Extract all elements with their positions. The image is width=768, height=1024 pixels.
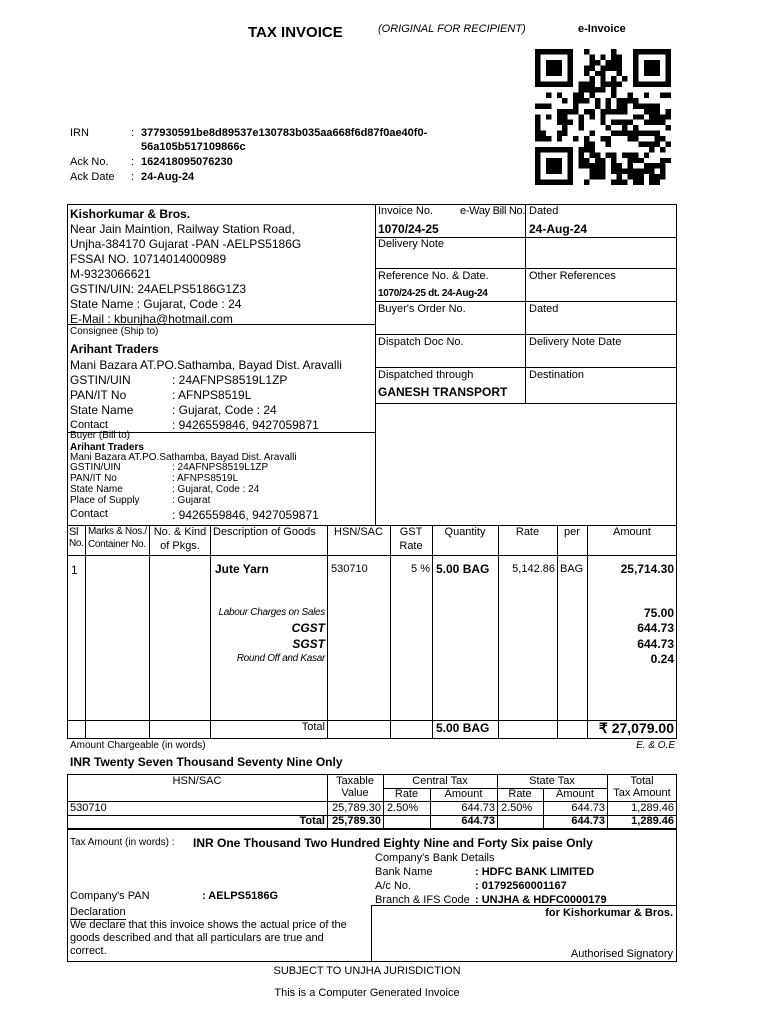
reference-value: 1070/24-25 dt. 24-Aug-24 xyxy=(378,288,488,299)
sgst-label: SGST xyxy=(292,637,325,651)
buyer-heading: Buyer (Bill to) xyxy=(70,430,131,441)
company-pan-label: Company's PAN xyxy=(70,890,150,902)
col-pkgs: No. & Kind of Pkgs. xyxy=(153,526,207,552)
item-gst: 5 % xyxy=(411,563,430,575)
dispatched-through-label: Dispatched through xyxy=(378,369,474,381)
col-sl: Sl No. xyxy=(69,526,84,549)
dated-label: Dated xyxy=(529,205,559,217)
buyer-name: Arihant Traders xyxy=(70,442,144,453)
delivery-note-date-label: Delivery Note Date xyxy=(529,336,622,348)
buyer-address: Mani Bazara AT.PO.Sathamba, Bayad Dist. Aravalli xyxy=(70,452,297,463)
buyer-details: GSTIN/UIN : 24AFNPS8519L1ZP PAN/IT No : AFNPS8519L State Name : Gujarat, Code : 24 Place of Supply : Gujarat xyxy=(70,462,269,506)
ack-date-value: 24-Aug-24 xyxy=(141,171,195,183)
computer-generated-text: This is a Computer Generated Invoice xyxy=(274,987,460,999)
col-description: Description of Goods xyxy=(213,526,316,538)
irn-label: IRN xyxy=(70,127,89,139)
consignee-address: Mani Bazara AT.PO.Sathamba, Bayad Dist. Aravalli xyxy=(70,358,342,372)
delivery-note-label: Delivery Note xyxy=(378,238,445,250)
eway-bill-label: e-Way Bill No. xyxy=(460,205,526,217)
ts-c-amount-label: Amount xyxy=(444,788,483,800)
item-per: BAG xyxy=(560,563,584,575)
ts-row-taxable: 25,789.30 xyxy=(332,802,381,814)
document-title: TAX INVOICE xyxy=(248,24,343,41)
col-rate: Rate xyxy=(515,526,540,538)
dated-value: 24-Aug-24 xyxy=(529,222,588,236)
buyer-contact: : 9426559846, 9427059871 xyxy=(172,508,319,522)
ts-central-tax-label: Central Tax xyxy=(412,775,468,787)
buyer-contact-label: Contact xyxy=(70,508,108,520)
ack-no-label: Ack No. xyxy=(70,156,109,168)
labour-charges-label: Labour Charges on Sales xyxy=(218,607,325,618)
amount-words-value: INR Twenty Seven Thousand Seventy Nine Only xyxy=(70,755,343,769)
sgst-amount: 644.73 xyxy=(637,637,674,651)
total-quantity: 5.00 BAG xyxy=(436,721,490,735)
col-quantity: Quantity xyxy=(444,526,486,538)
ts-total-c-amt: 644.73 xyxy=(461,815,495,827)
ts-row-hsn: 530710 xyxy=(70,802,107,814)
ack-no-value: 162418095076230 xyxy=(141,156,233,168)
item-sl: 1 xyxy=(71,563,78,577)
consignee-details: GSTIN/UIN : 24AFNPS8519L1ZP PAN/IT No : AFNPS8519L State Name : Gujarat, Code : 24 Contact : 9426559846, 9427059871 xyxy=(70,373,319,432)
item-description: Jute Yarn xyxy=(215,562,269,576)
ts-row-total: 1,289.46 xyxy=(631,802,674,814)
dated2-label: Dated xyxy=(529,303,559,315)
eoe-label: E. & O.E xyxy=(636,740,675,751)
ts-row-c-amt: 644.73 xyxy=(461,802,495,814)
ts-total-taxable: 25,789.30 xyxy=(332,815,381,827)
declaration-text: We declare that this invoice shows the actual price of the goods described and that all particulars are true and correct. xyxy=(70,919,347,957)
ts-row-c-rate: 2.50% xyxy=(387,802,419,814)
declaration-heading: Declaration xyxy=(70,906,126,918)
total-label: Total xyxy=(301,721,325,733)
reference-label: Reference No. & Date. xyxy=(378,270,489,282)
ts-s-amount-label: Amount xyxy=(556,788,594,800)
item-rate: 5,142.86 xyxy=(512,563,555,575)
irn-value-line1: 377930591be8d89537e130783b035aa668f6d87f0ae40f0- xyxy=(141,127,428,139)
ts-total-s-amt: 644.73 xyxy=(571,815,605,827)
dispatch-doc-label: Dispatch Doc No. xyxy=(378,336,464,348)
ts-row-s-rate: 2.50% xyxy=(501,802,533,814)
ts-state-tax-label: State Tax xyxy=(529,775,575,787)
einvoice-label: e-Invoice xyxy=(578,23,626,35)
col-gst: GST Rate xyxy=(399,526,423,552)
tax-words-label: Tax Amount (in words) : xyxy=(70,837,175,848)
item-quantity: 5.00 BAG xyxy=(436,562,490,576)
authorised-signatory-label: Authorised Signatory xyxy=(570,948,673,960)
copy-label: (ORIGINAL FOR RECIPIENT) xyxy=(378,23,526,35)
buyers-order-label: Buyer's Order No. xyxy=(378,303,466,315)
destination-label: Destination xyxy=(529,369,585,381)
seller-name: Kishorkumar & Bros. xyxy=(70,207,191,221)
ts-taxable-label: Taxable Value xyxy=(336,775,374,799)
for-company-label: for Kishorkumar & Bros. xyxy=(545,907,673,919)
round-off-label: Round Off and Kasar xyxy=(236,653,325,664)
round-off-amount: 0.24 xyxy=(650,652,674,666)
amount-words-label: Amount Chargeable (in words) xyxy=(70,740,206,751)
consignee-name: Arihant Traders xyxy=(70,342,159,356)
invoice-no-label: Invoice No. xyxy=(378,205,434,217)
total-amount: ₹ 27,079.00 xyxy=(598,720,674,736)
invoice-no-value: 1070/24-25 xyxy=(378,222,439,236)
seller-address: Near Jain Maintion, Railway Station Road, Unjha-384170 Gujarat -PAN -AELPS5186G FSSAI NO. 10714014000989 M-9323066621 GSTIN/UIN: 24AELPS5186G1Z3 State Name : Gujarat, Code : 24 E-Mail : kbunjha@hotmail.com xyxy=(70,222,302,326)
ts-c-rate-label: Rate xyxy=(394,788,419,800)
item-hsn: 530710 xyxy=(331,563,368,575)
bank-heading: Company's Bank Details xyxy=(375,852,495,864)
bank-details: Bank Name : HDFC BANK LIMITED A/c No. : 01792560001167 Branch & IFS Code : UNJHA & HDFC0000179 xyxy=(375,866,607,906)
ts-hsn-label: HSN/SAC xyxy=(172,775,222,787)
ack-date-label: Ack Date xyxy=(70,171,115,183)
cgst-amount: 644.73 xyxy=(637,621,674,635)
item-amount: 25,714.30 xyxy=(620,562,674,576)
col-per: per xyxy=(564,526,580,538)
ts-total-label: Total Tax Amount xyxy=(613,775,671,799)
cgst-label: CGST xyxy=(291,621,325,635)
ts-total-total: 1,289.46 xyxy=(631,815,674,827)
jurisdiction-text: SUBJECT TO UNJHA JURISDICTION xyxy=(273,965,461,977)
items-table xyxy=(67,525,677,739)
consignee-heading: Consignee (Ship to) xyxy=(70,326,159,337)
col-amount: Amount xyxy=(613,526,651,538)
irn-value-line2: 56a105b517109866c xyxy=(141,141,246,153)
ts-row-s-amt: 644.73 xyxy=(571,802,605,814)
ts-s-rate-label: Rate xyxy=(508,788,532,800)
dispatched-through-value: GANESH TRANSPORT xyxy=(378,385,508,399)
tax-words-value: INR One Thousand Two Hundred Eighty Nine and Forty Six paise Only xyxy=(193,836,593,850)
company-pan-value: : AELPS5186G xyxy=(202,890,279,902)
qr-code-icon xyxy=(535,46,671,188)
col-marks: Marks & Nos./ Container No. xyxy=(88,526,147,550)
labour-charges-amount: 75.00 xyxy=(643,606,674,620)
ts-total-row-label: Total xyxy=(299,815,325,827)
col-hsn: HSN/SAC xyxy=(334,526,383,538)
other-references-label: Other References xyxy=(529,270,616,282)
